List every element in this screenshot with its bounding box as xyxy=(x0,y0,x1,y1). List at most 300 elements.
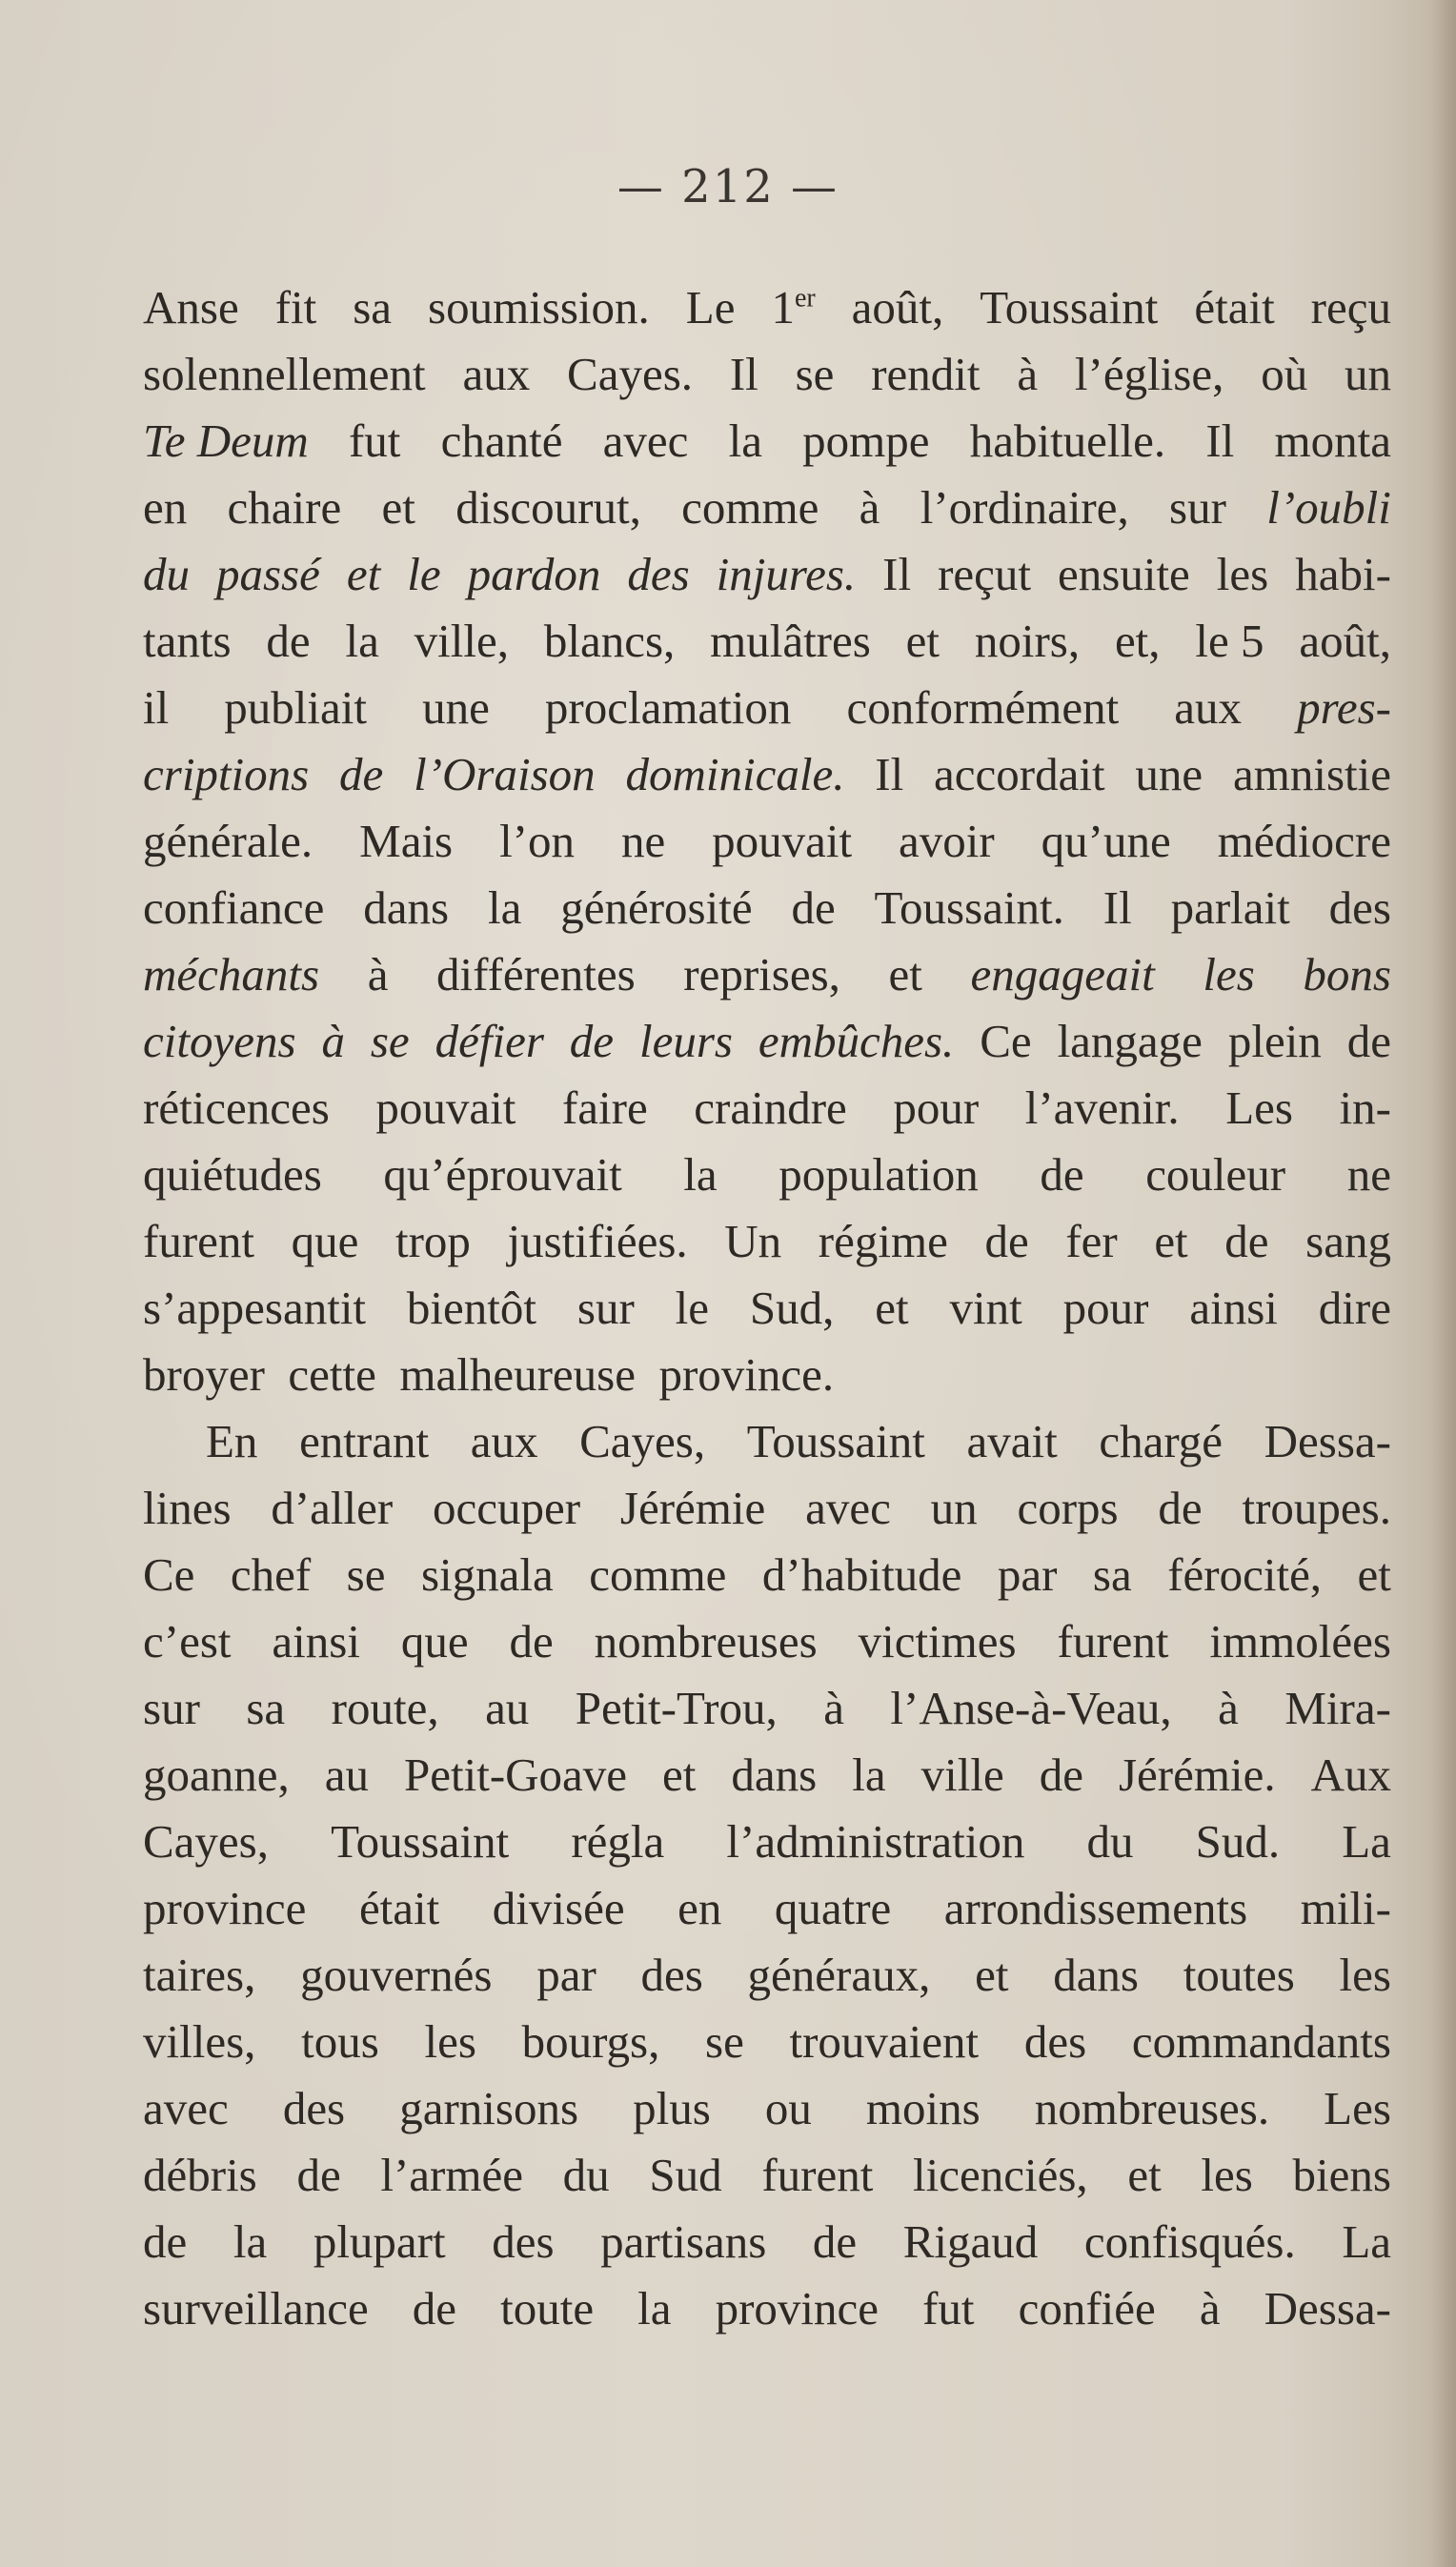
word: par xyxy=(997,1548,1058,1601)
word: chanté xyxy=(440,414,563,467)
word: avait xyxy=(966,1415,1058,1467)
word: soumission. xyxy=(428,281,650,334)
word: discourut, xyxy=(455,481,641,534)
word: de xyxy=(791,881,836,934)
text-line xyxy=(143,2075,1391,2142)
word: blancs, xyxy=(543,615,676,667)
word: d’aller xyxy=(271,1482,394,1534)
word: de xyxy=(143,2215,188,2268)
word: l’ordinaire, xyxy=(920,481,1129,534)
word: furent xyxy=(1057,1615,1169,1668)
text-line xyxy=(143,1475,1391,1542)
word: l’avenir. xyxy=(1024,1081,1180,1134)
word: Aux xyxy=(1310,1748,1391,1801)
word: à xyxy=(823,1682,844,1734)
word: solennellement xyxy=(143,348,426,400)
word: furent xyxy=(143,1215,254,1267)
text-line xyxy=(143,1542,1391,1608)
word: les xyxy=(1339,1949,1391,2001)
word: pardon xyxy=(467,548,601,600)
word: toute xyxy=(500,2282,595,2335)
word: générale. xyxy=(143,815,313,867)
word: et xyxy=(875,1282,909,1334)
word: Petit-Trou, xyxy=(575,1682,778,1734)
word: des xyxy=(282,2082,346,2134)
word: parlait xyxy=(1170,881,1290,934)
word: noirs, xyxy=(974,615,1081,667)
word: bons xyxy=(1303,948,1391,1001)
word: Le xyxy=(685,281,736,334)
text-line xyxy=(143,1942,1391,2009)
word: méchants xyxy=(143,948,320,1001)
word: habi- xyxy=(1295,548,1391,600)
text-line xyxy=(143,1075,1391,1142)
word: défier xyxy=(435,1015,544,1067)
word: ensuite xyxy=(1058,548,1190,600)
word: s’appesantit xyxy=(143,1282,367,1334)
text-line xyxy=(143,1342,1391,1408)
word: ainsi xyxy=(272,1615,360,1668)
word: Les xyxy=(1225,1081,1293,1134)
word: ainsi xyxy=(1189,1282,1278,1334)
word: Te Deum xyxy=(143,414,309,467)
word: ne xyxy=(620,815,666,867)
word: faire xyxy=(561,1081,648,1134)
word: avec xyxy=(143,2082,229,2134)
word: et xyxy=(975,1949,1009,2001)
word: Petit-Goave xyxy=(404,1748,628,1801)
word: de xyxy=(812,2215,858,2268)
text-line xyxy=(143,1008,1391,1075)
word: et xyxy=(1154,1215,1188,1267)
word: à xyxy=(859,481,880,534)
word: se xyxy=(705,2015,744,2068)
word: confiée xyxy=(1018,2282,1156,2335)
text-line xyxy=(143,675,1391,741)
word: Jérémie xyxy=(619,1482,766,1534)
word: habituelle. xyxy=(969,414,1166,467)
word: de xyxy=(339,748,384,800)
word: gouvernés xyxy=(300,1949,493,2001)
word: la xyxy=(345,615,379,667)
word: mulâtres xyxy=(710,615,871,667)
word: toutes xyxy=(1183,1949,1295,2001)
word: sur xyxy=(1169,481,1226,534)
word: occuper xyxy=(433,1482,581,1534)
word: avoir xyxy=(899,815,995,867)
word: Il xyxy=(875,748,904,800)
word: comme xyxy=(589,1548,727,1601)
word: Sud. xyxy=(1195,1815,1281,1868)
word: août, xyxy=(1299,615,1391,667)
word: Dessa- xyxy=(1264,2282,1391,2335)
word: corps xyxy=(1017,1482,1119,1534)
word: à xyxy=(1199,2282,1221,2335)
word: aux xyxy=(462,348,531,400)
word: de xyxy=(984,1215,1029,1267)
word: Cayes. xyxy=(567,348,694,400)
word: les xyxy=(1203,948,1255,1001)
word: médiocre xyxy=(1217,815,1391,867)
word: que xyxy=(291,1215,359,1267)
word: langage xyxy=(1057,1015,1203,1067)
word: nombreuses xyxy=(594,1615,818,1668)
word: immolées xyxy=(1209,1615,1391,1668)
word: de xyxy=(1039,1748,1083,1801)
word: rendit xyxy=(871,348,981,400)
word: accordait xyxy=(934,748,1105,800)
word: un xyxy=(930,1482,978,1534)
word: province xyxy=(143,1882,307,1934)
word: ou xyxy=(764,2082,812,2134)
word: le xyxy=(407,548,441,600)
word: conformément xyxy=(846,681,1120,734)
word: chargé xyxy=(1099,1415,1223,1467)
word: fut xyxy=(348,414,401,467)
word: Il xyxy=(729,348,758,400)
word: leurs xyxy=(638,1015,733,1067)
word: Rigaud xyxy=(902,2215,1039,2268)
text-line xyxy=(143,1142,1391,1208)
word: et xyxy=(1127,2149,1162,2201)
word: les xyxy=(1216,548,1269,600)
word: sa xyxy=(353,281,393,334)
word: se xyxy=(346,1548,386,1601)
word: où xyxy=(1261,348,1308,400)
word: province xyxy=(715,2282,880,2335)
word: divisée xyxy=(492,1882,625,1934)
word: et xyxy=(662,1748,697,1801)
word: l’administration xyxy=(726,1815,1025,1868)
word: taires, xyxy=(143,1949,256,2001)
word: nombreuses. xyxy=(1034,2082,1270,2134)
word: aux xyxy=(1174,681,1243,734)
word: de xyxy=(569,1015,615,1067)
word: goanne, xyxy=(143,1748,290,1801)
text-line xyxy=(143,1608,1391,1675)
word: le xyxy=(675,1282,710,1334)
word: de xyxy=(412,2282,457,2335)
word: plupart xyxy=(313,2215,446,2268)
word: d’habitude xyxy=(761,1548,962,1601)
text-line xyxy=(143,1675,1391,1742)
word: avec xyxy=(805,1482,891,1534)
word: l’Oraison xyxy=(414,748,596,800)
word: arrondissements xyxy=(943,1882,1248,1934)
word: sur xyxy=(576,1282,635,1334)
word: et xyxy=(1357,1548,1391,1601)
word: de xyxy=(266,615,311,667)
word: à xyxy=(1017,348,1039,400)
text-line xyxy=(143,1809,1391,1875)
word: troupes. xyxy=(1242,1482,1391,1534)
word: surveillance xyxy=(143,2282,369,2335)
word: qu’une xyxy=(1041,815,1171,867)
word: de xyxy=(1346,1015,1391,1067)
word: était xyxy=(1194,281,1275,334)
word: province. xyxy=(658,1348,835,1401)
word: des xyxy=(627,548,690,600)
word: les xyxy=(424,2015,476,2068)
word: une xyxy=(1135,748,1203,800)
word: des xyxy=(492,2215,555,2268)
word: la xyxy=(637,2282,672,2335)
word: tants xyxy=(143,615,232,667)
word: Il xyxy=(1205,414,1235,467)
word: août, xyxy=(851,281,944,334)
word: et xyxy=(888,948,922,1001)
word: malheureuse xyxy=(399,1348,636,1401)
text-line xyxy=(143,1208,1391,1275)
word: à xyxy=(321,1015,345,1067)
word: moins xyxy=(865,2082,981,2134)
word: débris xyxy=(143,2149,257,2201)
word: victimes xyxy=(858,1615,1017,1668)
word: les xyxy=(1201,2149,1253,2201)
word: bientôt xyxy=(406,1282,537,1334)
word: furent xyxy=(761,2149,874,2201)
word: La xyxy=(1342,2215,1391,2268)
word: le 5 xyxy=(1195,615,1264,667)
word: chaire xyxy=(227,481,342,534)
word: Ce xyxy=(980,1015,1032,1067)
word: garnisons xyxy=(399,2082,579,2134)
word: Il xyxy=(882,548,912,600)
word: Cayes, xyxy=(579,1415,706,1467)
word: fer xyxy=(1065,1215,1118,1267)
word: au xyxy=(485,1682,530,1734)
word: confiance xyxy=(143,881,325,934)
word: quiétudes xyxy=(143,1148,322,1201)
page-number: — 212 — xyxy=(617,160,839,213)
text-line xyxy=(143,741,1391,808)
text-line xyxy=(143,475,1391,541)
word: des xyxy=(640,1949,703,2001)
word: au xyxy=(324,1748,369,1801)
superscript: er xyxy=(794,283,816,313)
word: et, xyxy=(1114,615,1161,667)
word: de xyxy=(1224,1215,1269,1267)
word: reçut xyxy=(938,548,1032,600)
word: sur xyxy=(143,1682,200,1734)
word: à xyxy=(367,948,389,1001)
word: embûches. xyxy=(758,1015,955,1067)
word: trouvaient xyxy=(789,2015,980,2068)
word: fit xyxy=(274,281,317,334)
word: plein xyxy=(1227,1015,1322,1067)
word: se xyxy=(795,348,835,400)
word: des xyxy=(1328,881,1391,934)
word: mili- xyxy=(1300,1882,1391,1934)
word: monta xyxy=(1274,414,1391,467)
word: confisqués. xyxy=(1083,2215,1296,2268)
word: du xyxy=(1086,1815,1134,1868)
body-text xyxy=(143,274,1391,2342)
word: Toussaint xyxy=(331,1815,510,1868)
word: Toussaint xyxy=(980,281,1159,334)
word: quatre xyxy=(774,1882,892,1934)
word: Mais xyxy=(359,815,454,867)
word: régime xyxy=(818,1215,948,1267)
word: de xyxy=(1158,1482,1203,1534)
word: pour xyxy=(1062,1282,1149,1334)
word: publiait xyxy=(224,681,368,734)
word: que xyxy=(400,1615,469,1668)
word: citoyens xyxy=(143,1015,296,1067)
word: dans xyxy=(1053,1949,1140,2001)
word: pres- xyxy=(1297,681,1391,734)
word: villes, xyxy=(143,2015,256,2068)
word: Dessa- xyxy=(1264,1415,1391,1467)
text-line xyxy=(143,808,1391,875)
word: c’est xyxy=(143,1615,232,1668)
word: Jérémie. xyxy=(1118,1748,1276,1801)
word: l’église, xyxy=(1074,348,1224,400)
word: Il xyxy=(1102,881,1132,934)
word: du xyxy=(562,2149,610,2201)
word: licenciés, xyxy=(913,2149,1088,2201)
word: partisans xyxy=(600,2215,767,2268)
word: proclamation xyxy=(544,681,792,734)
word: ville, xyxy=(414,615,509,667)
word: férocité, xyxy=(1167,1548,1323,1601)
word: sa xyxy=(1092,1548,1132,1601)
word: reçu xyxy=(1310,281,1391,334)
word: aux xyxy=(470,1415,538,1467)
word: pour xyxy=(893,1081,980,1134)
word: fut xyxy=(922,2282,975,2335)
word: il xyxy=(143,681,170,734)
word: craindre xyxy=(694,1081,847,1134)
word: l’armée xyxy=(380,2149,523,2201)
word: générosité xyxy=(560,881,753,934)
word: amnistie xyxy=(1232,748,1391,800)
word: régla xyxy=(571,1815,665,1868)
text-line xyxy=(143,541,1391,608)
word: trop xyxy=(394,1215,471,1267)
word: Ce xyxy=(143,1548,195,1601)
word: l’Anse-à-Veau, xyxy=(890,1682,1172,1734)
word: des xyxy=(1023,2015,1087,2068)
word: la xyxy=(728,414,762,467)
word: différentes xyxy=(436,948,636,1001)
word: pouvait xyxy=(375,1081,516,1134)
word: la xyxy=(852,1748,886,1801)
word: criptions xyxy=(143,748,310,800)
text-line xyxy=(143,875,1391,941)
word: en xyxy=(677,1882,722,1934)
text-line xyxy=(143,341,1391,408)
word: en xyxy=(143,481,188,534)
word: du xyxy=(143,548,190,600)
text-line xyxy=(143,1875,1391,1942)
word: sang xyxy=(1305,1215,1391,1267)
word: avec xyxy=(602,414,689,467)
word: de xyxy=(1040,1148,1084,1201)
word: Sud, xyxy=(749,1282,835,1334)
word: à xyxy=(1218,1682,1239,1734)
word: signala xyxy=(420,1548,554,1601)
word: l’on xyxy=(499,815,575,867)
text-line xyxy=(143,408,1391,475)
word: En xyxy=(206,1415,258,1467)
word: un xyxy=(1345,348,1391,400)
word: vint xyxy=(949,1282,1022,1334)
word: pouvait xyxy=(712,815,853,867)
word: Un xyxy=(724,1215,782,1267)
word: une xyxy=(422,681,490,734)
word: ville xyxy=(920,1748,1004,1801)
word: justifiées. xyxy=(507,1215,688,1267)
word: dans xyxy=(731,1748,818,1801)
word: reprises, xyxy=(683,948,840,1001)
word: et xyxy=(905,615,940,667)
word: entrant xyxy=(299,1415,430,1467)
text-line xyxy=(143,1408,1391,1475)
word: comme xyxy=(681,481,819,534)
word: engageait xyxy=(970,948,1155,1001)
text-line xyxy=(143,2009,1391,2075)
text-line xyxy=(143,2275,1391,2342)
word: broyer xyxy=(143,1348,265,1401)
text-line xyxy=(143,274,1391,341)
word: et xyxy=(346,548,381,600)
text-line xyxy=(143,2209,1391,2275)
word: passé xyxy=(215,548,320,600)
word: qu’éprouvait xyxy=(383,1148,622,1201)
word: Cayes, xyxy=(143,1815,269,1868)
text-line xyxy=(143,941,1391,1008)
word: était xyxy=(358,1882,440,1934)
word: se xyxy=(370,1015,410,1067)
word: La xyxy=(1342,1815,1391,1868)
text-line xyxy=(143,608,1391,675)
word: Anse xyxy=(143,281,239,334)
word: l’oubli xyxy=(1266,481,1391,534)
word: Mira- xyxy=(1284,1682,1391,1734)
word: pompe xyxy=(802,414,930,467)
word: Les xyxy=(1324,2082,1391,2134)
word: la xyxy=(487,881,522,934)
text-line xyxy=(143,1275,1391,1342)
page-edge-shadow xyxy=(1431,0,1456,2567)
word: Toussaint xyxy=(746,1415,925,1467)
word: par xyxy=(536,1949,597,2001)
word: Sud xyxy=(649,2149,722,2201)
word: de xyxy=(509,1615,554,1668)
word: injures. xyxy=(716,548,857,600)
word: 1er xyxy=(771,281,816,334)
word: la xyxy=(683,1148,718,1201)
word: ne xyxy=(1346,1148,1391,1201)
word: dominicale. xyxy=(625,748,845,800)
word: sa xyxy=(246,1682,286,1734)
word: de xyxy=(296,2149,341,2201)
word: lines xyxy=(143,1482,232,1534)
word: commandants xyxy=(1131,2015,1391,2068)
word: généraux, xyxy=(747,1949,931,2001)
word: couleur xyxy=(1145,1148,1286,1201)
word: population xyxy=(779,1148,979,1201)
word: la xyxy=(233,2215,268,2268)
text-line xyxy=(143,1742,1391,1809)
word: dans xyxy=(363,881,450,934)
word: et xyxy=(381,481,415,534)
text-line xyxy=(143,2142,1391,2209)
word: cette xyxy=(288,1348,376,1401)
word: biens xyxy=(1292,2149,1391,2201)
word: in- xyxy=(1339,1081,1391,1134)
